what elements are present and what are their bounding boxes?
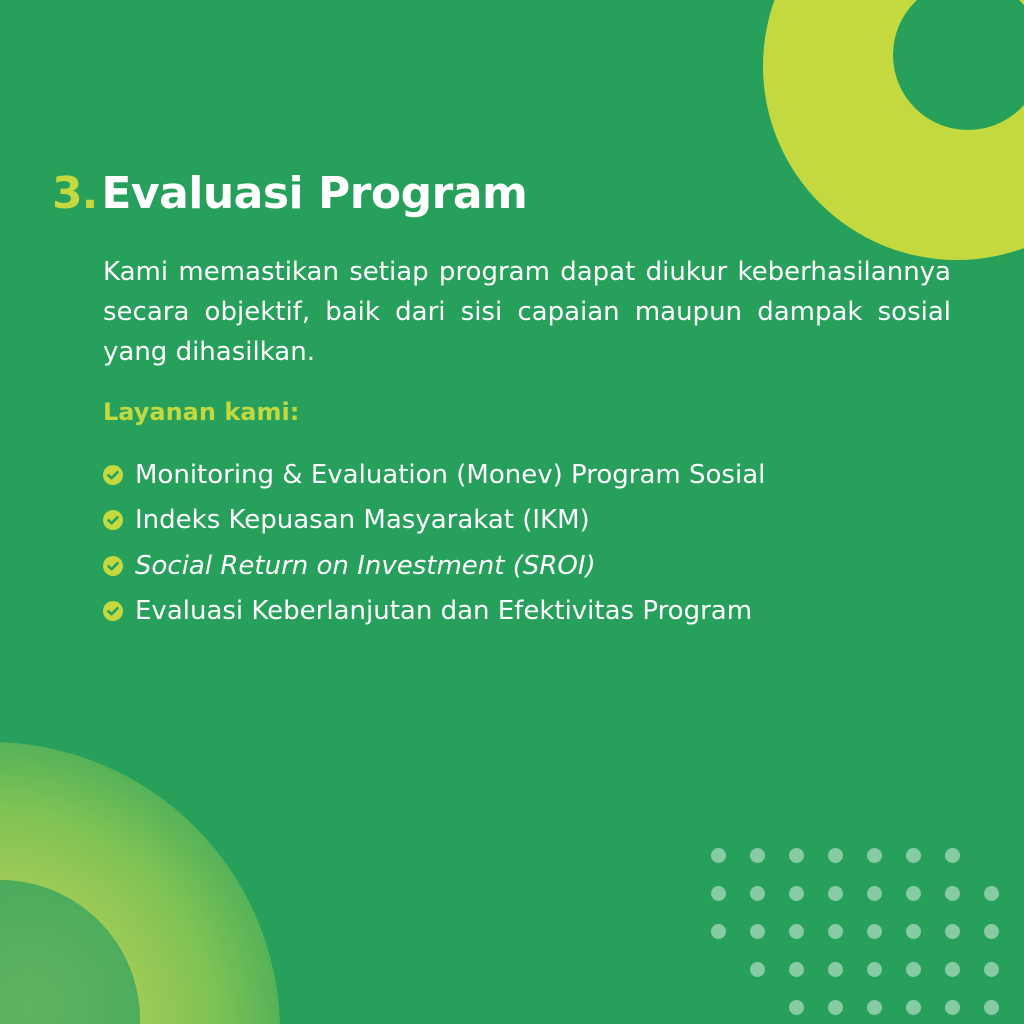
decorative-dot [984, 962, 999, 977]
decorative-dot [906, 962, 921, 977]
decorative-dot [906, 886, 921, 901]
section-description: Kami memastikan setiap program dapat diukur keberhasilannya secara objektif, baik dari sisi capaian maupun dampak sosial yang dihasilkan. [103, 257, 951, 367]
decorative-dot [906, 1000, 921, 1015]
decorative-dot [828, 962, 843, 977]
decorative-dot [867, 924, 882, 939]
decorative-dot [828, 924, 843, 939]
decorative-dot [867, 848, 882, 863]
section-title: Evaluasi Program [101, 168, 528, 219]
decorative-dot [945, 886, 960, 901]
decorative-dot [984, 886, 999, 901]
decorative-dot [828, 886, 843, 901]
list-item [103, 498, 765, 544]
check-circle-icon [103, 465, 123, 485]
section-number: 3. [52, 168, 98, 219]
check-circle-icon [103, 601, 123, 621]
decorative-dot [867, 962, 882, 977]
service-label: Monitoring & Evaluation (Monev) Program Sosial [135, 459, 766, 490]
decorative-dot [789, 962, 804, 977]
decorative-dot [945, 924, 960, 939]
decorative-dot [750, 848, 765, 863]
check-circle-icon [103, 556, 123, 576]
decorative-dot [750, 886, 765, 901]
decorative-dot [945, 848, 960, 863]
decorative-dot [906, 924, 921, 939]
decorative-dot [828, 1000, 843, 1015]
decorative-dot [711, 886, 726, 901]
decorative-dot [789, 924, 804, 939]
decorative-dot [984, 1000, 999, 1015]
service-label: Social Return on Investment (SROI) [135, 550, 596, 581]
service-list [103, 452, 765, 634]
services-heading: Layanan kami: [103, 398, 300, 426]
decorative-dot [750, 924, 765, 939]
decorative-dot [828, 848, 843, 863]
decorative-dot [945, 1000, 960, 1015]
service-label: Indeks Kepuasan Masyarakat (IKM) [135, 505, 590, 536]
decorative-dot [711, 924, 726, 939]
decorative-dot [867, 886, 882, 901]
page-title [52, 168, 527, 219]
list-item [103, 452, 765, 498]
decorative-dot [945, 962, 960, 977]
decorative-dot [789, 1000, 804, 1015]
decorative-dot [789, 886, 804, 901]
decorative-dot [906, 848, 921, 863]
list-item [103, 543, 765, 589]
decorative-dot [789, 848, 804, 863]
decorative-dot [711, 848, 726, 863]
check-circle-icon [103, 510, 123, 530]
decorative-dot [867, 1000, 882, 1015]
list-item [103, 589, 765, 635]
service-label: Evaluasi Keberlanjutan dan Efektivitas Program [135, 596, 753, 627]
decorative-dot [750, 962, 765, 977]
decorative-dot [984, 924, 999, 939]
